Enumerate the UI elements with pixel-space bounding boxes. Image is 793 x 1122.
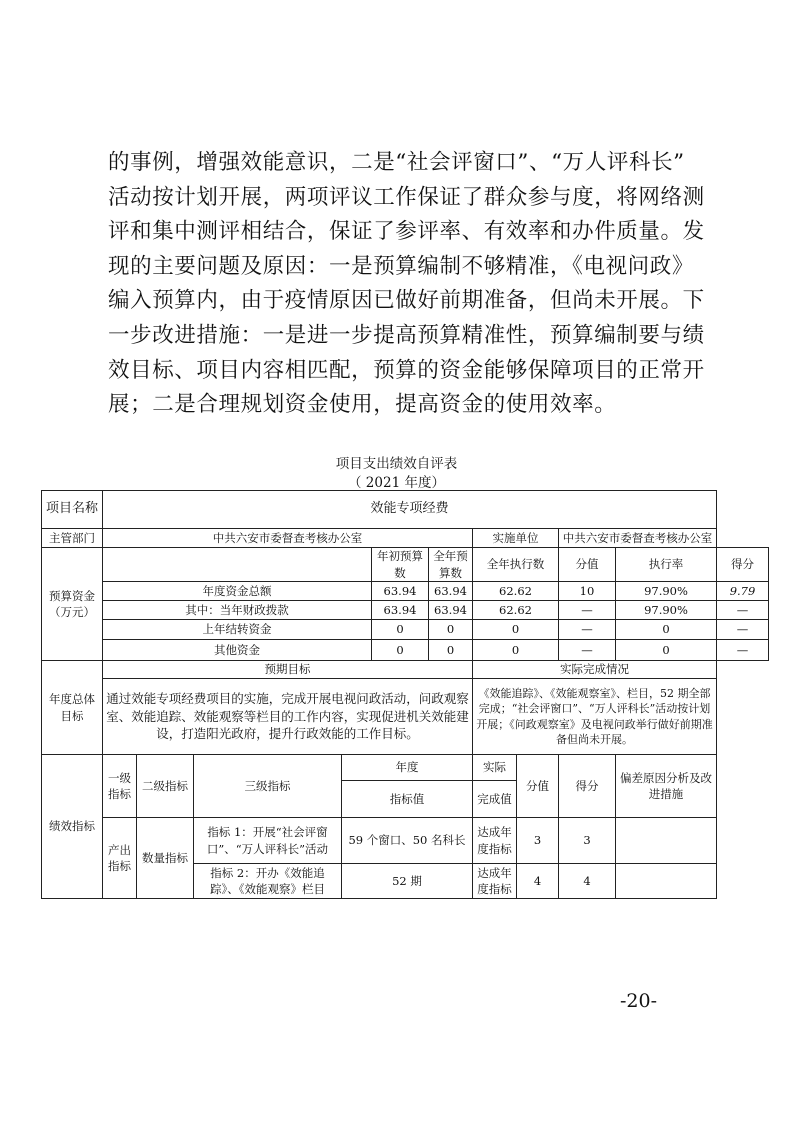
header-annual: 全年预算数: [429, 548, 473, 582]
actual-header-top: 实际: [473, 755, 517, 781]
page-number: -20-: [620, 990, 658, 1012]
score-header: 得分: [559, 755, 616, 818]
target-value: 59 个窗口、50 名科长: [342, 818, 473, 864]
table-row: [42, 640, 769, 661]
table-row: [42, 491, 769, 529]
body-line: 评和集中测评相结合，保证了参评率、有效率和办件质量。发: [108, 219, 705, 245]
budget-executed: 0: [473, 640, 559, 661]
done-value: 达成年度指标: [473, 864, 517, 899]
reason-value: [616, 864, 717, 899]
expected-goal: 通过效能专项经费项目的实施，完成开展电视问政活动，问政观察室、效能追踪、效能观察等栏目的工作内容，实现促进机关效能建设，打造阳光政府，提升行政效能的工作目标。: [103, 679, 473, 755]
table-row: [42, 529, 769, 548]
header-initial: 年初预算数: [372, 548, 429, 582]
budget-row-name: 其中：当年财政拨款: [103, 601, 372, 620]
level3-header: 三级指标: [194, 755, 342, 818]
body-line: 一步改进措施：一是进一步提高预算精准性，预算编制要与绩: [108, 322, 705, 348]
table-year: （ 2021 年度）: [348, 475, 445, 491]
budget-initial: 63.94: [372, 582, 429, 601]
done-header: 完成值: [473, 781, 517, 818]
body-line: 效目标、项目内容相匹配，预算的资金能够保障项目的正常开: [108, 357, 705, 383]
budget-annual: 63.94: [429, 582, 473, 601]
budget-row-name: 其他资金: [103, 640, 372, 661]
table-row: [42, 818, 769, 864]
impl-value: 中共六安市委督查考核办公室: [559, 529, 717, 548]
budget-annual: 0: [429, 640, 473, 661]
budget-executed: 62.62: [473, 582, 559, 601]
points-value: 3: [517, 818, 559, 864]
table-title: 项目支出绩效自评表: [335, 456, 458, 472]
actual-result: 《效能追踪》、《效能观察室》、栏目，52 期全部完成；“社会评窗口”、“万人评科长”活动按计划开展；《问政观察室》及电视问政举行做好前期准备但尚未开展。: [473, 679, 717, 755]
body-line: 展；二是合理规划资金使用，提高资金的使用效率。: [108, 392, 617, 418]
budget-rate: 97.90%: [616, 582, 717, 601]
header-score: 得分: [717, 548, 769, 582]
budget-rate: 0: [616, 620, 717, 640]
done-value: 达成年度指标: [473, 818, 517, 864]
budget-initial: 63.94: [372, 601, 429, 620]
budget-score-value: 10: [559, 582, 616, 601]
points-value: 4: [517, 864, 559, 899]
budget-score-value: —: [559, 640, 616, 661]
budget-row-name: 年度资金总额: [103, 582, 372, 601]
table-row: [42, 620, 769, 640]
level1-header: 一级指标: [103, 755, 137, 818]
budget-score: —: [717, 640, 769, 661]
dept-label: 主管部门: [42, 529, 103, 548]
budget-initial: 0: [372, 620, 429, 640]
reason-header: 偏差原因分析及改进措施: [616, 755, 717, 818]
project-name-label: 项目名称: [42, 491, 103, 529]
budget-rate: 97.90%: [616, 601, 717, 620]
level2-header: 二级指标: [137, 755, 194, 818]
expected-header: 预期目标: [103, 661, 473, 679]
level1-value: 产出指标: [103, 818, 137, 899]
table-row: [42, 755, 769, 781]
score-value: 4: [559, 864, 616, 899]
header-rate: 执行率: [616, 548, 717, 582]
body-line: 的事例，增强效能意识，二是“社会评窗口”、“万人评科长”: [108, 150, 685, 175]
actual-header: 实际完成情况: [473, 661, 717, 679]
budget-score-value: —: [559, 620, 616, 640]
budget-score: —: [717, 601, 769, 620]
table-row: [42, 548, 769, 582]
goals-label: 年度总体目标: [42, 661, 103, 755]
self-evaluation-table: [41, 490, 769, 899]
target-header: 指标值: [342, 781, 473, 818]
indicator: 指标 1：开展“社会评窗口”、“万人评科长”活动: [194, 818, 342, 864]
target-value: 52 期: [342, 864, 473, 899]
body-line: 编入预算内，由于疫情原因已做好前期准备，但尚未开展。下: [108, 288, 705, 314]
perf-label: 绩效指标: [42, 755, 103, 899]
budget-row-name: 上年结转资金: [103, 620, 372, 640]
budget-annual: 0: [429, 620, 473, 640]
year-header: 年度: [342, 755, 473, 781]
budget-annual: 63.94: [429, 601, 473, 620]
indicator: 指标 2：开办《效能追踪》、《效能观察》栏目: [194, 864, 342, 899]
header-score-value: 分值: [559, 548, 616, 582]
table-row: [42, 661, 769, 679]
table-row: [42, 679, 769, 755]
budget-label: 预算资金（万元）: [42, 548, 103, 661]
budget-initial: 0: [372, 640, 429, 661]
budget-score-value: —: [559, 601, 616, 620]
level2-value: 数量指标: [137, 818, 194, 899]
body-paragraph: [108, 146, 705, 423]
table-row: [42, 601, 769, 620]
budget-executed: 0: [473, 620, 559, 640]
budget-executed: 62.62: [473, 601, 559, 620]
reason-value: [616, 818, 717, 864]
points-header: 分值: [517, 755, 559, 818]
body-line: 活动按计划开展，两项评议工作保证了群众参与度，将网络测: [108, 184, 705, 210]
table-row: [42, 582, 769, 601]
impl-label: 实施单位: [473, 529, 559, 548]
dept-value: 中共六安市委督查考核办公室: [103, 529, 473, 548]
blank-cell: [103, 548, 372, 582]
budget-score: 9.79: [717, 582, 769, 601]
score-value: 3: [559, 818, 616, 864]
header-executed: 全年执行数: [473, 548, 559, 582]
budget-rate: 0: [616, 640, 717, 661]
budget-score: —: [717, 620, 769, 640]
project-name: 效能专项经费: [103, 491, 717, 529]
body-line: 现的主要问题及原因：一是预算编制不够精准，《电视问政》: [108, 253, 694, 279]
